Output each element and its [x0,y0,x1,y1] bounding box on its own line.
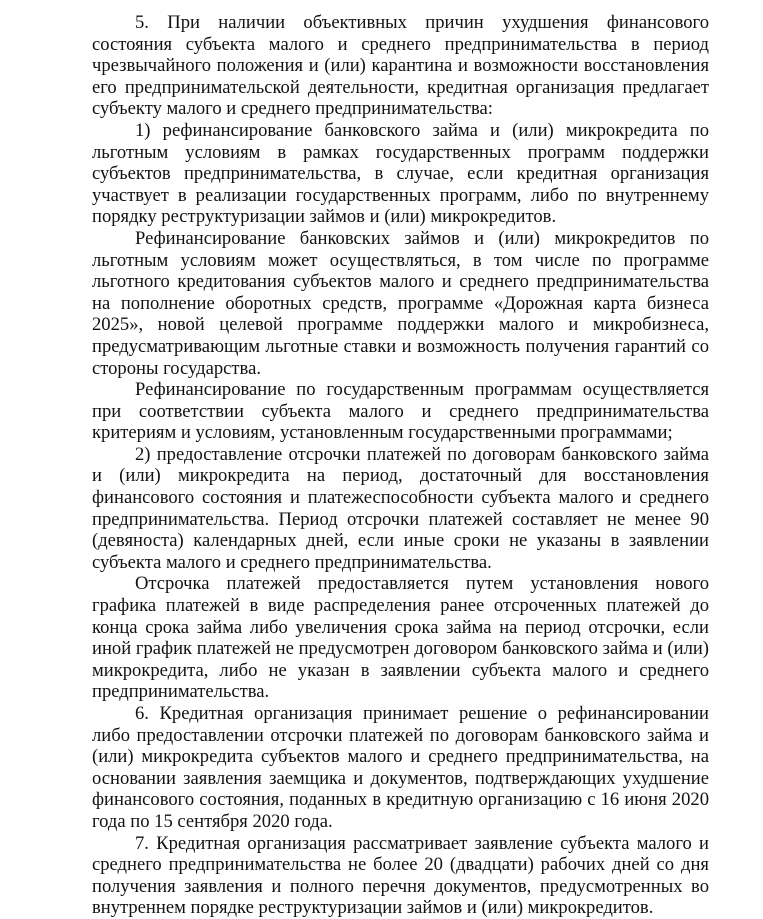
document-page [92,12,709,919]
paragraph-subitem-1-refinancing: 1) рефинансирование банковского займа и (или) микрокредита по льготным условиям в рамках государственных программ поддержки субъектов предпринимательства, в случае, если кредитная организация участвует в реализации государственных программ, либо по внутреннему порядку реструктуризации займов и (или) микрокредитов. [92,119,709,228]
paragraph-refinancing-programs: Рефинансирование банковских займов и (или) микрокредитов по льготным условиям может осуществляться, в том числе по программе льготного кредитования субъектов малого и среднего предпринимательства на пополнение оборотных средств, программе «Дорожная карта бизнеса 2025», новой целевой программе поддержки малого и микробизнеса, предусматривающим льготные ставки и возможность получения гарантий со стороны государства. [92,227,709,379]
paragraph-subitem-2-deferral: 2) предоставление отсрочки платежей по договорам банковского займа и (или) микрокредита на период, достаточный для восстановления финансового состояния и платежеспособности субъекта малого и среднего предпринимательства. Период отсрочки платежей составляет не менее 90 (девяноста) календарных дней, если иные сроки не указаны в заявлении субъекта малого и среднего предпринимательства. [92,443,709,573]
paragraph-deferral-schedule: Отсрочка платежей предоставляется путем установления нового графика платежей в виде распределения ранее отсроченных платежей до конца срока займа либо увеличения срока займа на период отсрочки, если иной график платежей не предусмотрен договором банковского займа и (или) микрокредита, либо не указан в заявлении субъекта малого и среднего предпринимательства. [92,573,709,703]
paragraph-item-5: 5. При наличии объективных причин ухудшения финансового состояния субъекта малого и среднего предпринимательства в период чрезвычайного положения и (или) карантина и возможности восстановления его предпринимательской деятельности, кредитная организация предлагает субъекту малого и среднего предпринимательства: [92,12,709,120]
paragraph-refinancing-criteria: Рефинансирование по государственным программам осуществляется при соответствии субъекта малого и среднего предпринимательства критериям и условиям, установленным государственными программами; [92,379,709,444]
paragraph-item-7: 7. Кредитная организация рассматривает заявление субъекта малого и среднего предпринимательства не более 20 (двадцати) рабочих дней со дня получения заявления и полного перечня документов, предусмотренных во внутреннем порядке реструктуризации займов и (или) микрокредитов. [92,832,709,919]
paragraph-item-6: 6. Кредитная организация принимает решение о рефинансировании либо предоставлении отсрочки платежей по договорам банковского займа и (или) микрокредита субъектов малого и среднего предпринимательства, на основании заявления заемщика и документов, подтверждающих ухудшение финансового состояния, поданных в кредитную организацию с 16 июня 2020 года по 15 сентября 2020 года. [92,703,709,832]
